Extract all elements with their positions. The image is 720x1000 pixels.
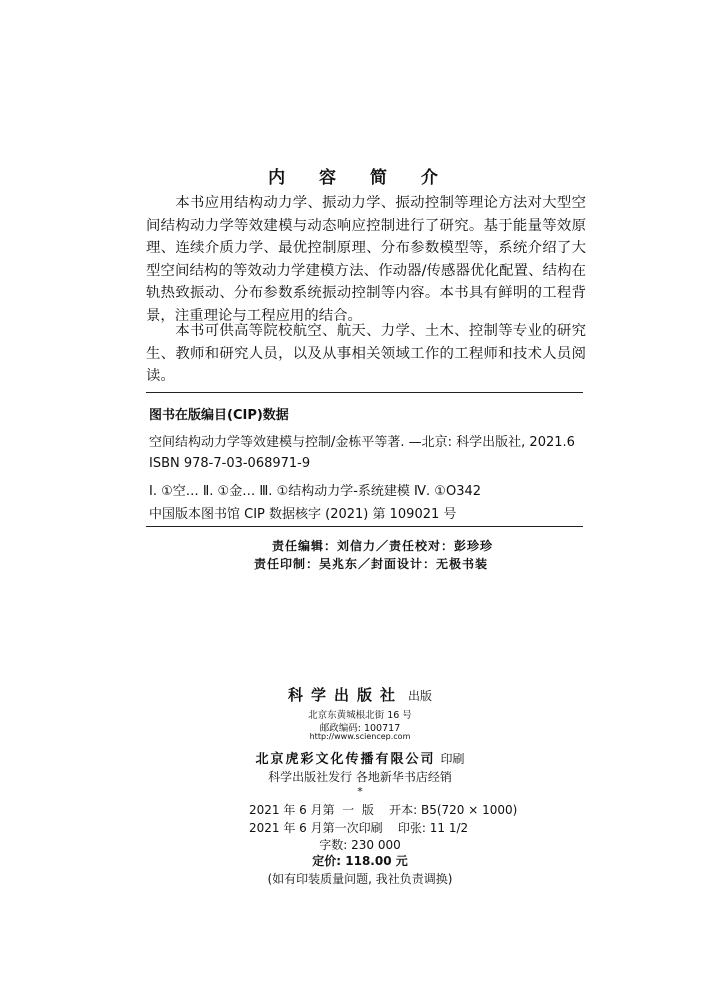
summary-title: 内 容 简 介: [268, 168, 452, 188]
cip-top-rule: [146, 392, 583, 393]
notice-line: (如有印装质量问题, 我社负责调换): [267, 872, 453, 886]
summary-paragraph-1-text: 本书应用结构动力学、振动力学、振动控制等理论方法对大型空间结构动力学等效建模与动态响应控制进行了研究。基于能量等效原理、连续介质力学、最优控制原理、分布参数模型等，系统介绍了大型空间结构的等效动力学建模方法、作动器/传感器优化配置、结构在轨热致振动、分布参数系统振动控制等内容。本书具有鲜明的工程背景，注重理论与工程应用的结合。: [146, 195, 586, 324]
cip-heading: 图书在版编目(CIP)数据: [149, 408, 289, 423]
separator-star: *: [357, 785, 363, 798]
cip-bottom-rule: [146, 526, 583, 527]
printing-line: 2021 年 6 月第一次印刷 印张: 11 1/2: [249, 821, 469, 835]
word-count-line: 字数: 230 000: [319, 838, 401, 852]
price-line: 定价: 118.00 元: [312, 854, 408, 868]
print-word: 印刷: [440, 752, 465, 766]
summary-paragraph-1: [146, 192, 586, 327]
edition-line: 2021 年 6 月第 一 版 开本: B5(720 × 1000): [249, 803, 518, 817]
printer-logo: 北京虎彩文化传播有限公司: [255, 752, 436, 767]
summary-paragraph-2-text: 本书可供高等院校航空、航天、力学、土木、控制等专业的研究生、教师和研究人员，以及从事相关领域工作的工程师和技术人员阅读。: [146, 323, 586, 384]
distribution-line: 科学出版社发行 各地新华书店经销: [268, 770, 452, 784]
publisher-url: http://www.sciencep.com: [309, 732, 411, 741]
publisher-address: 北京东黄城根北街 16 号: [308, 710, 412, 721]
summary-paragraph-2: [146, 320, 586, 388]
publish-word: 出版: [408, 689, 433, 703]
cip-line-3: Ⅰ. ①空… Ⅱ. ①金… Ⅲ. ①结构动力学-系统建模 Ⅳ. ①O342: [149, 484, 482, 499]
publisher-logo: 科学出版社: [287, 686, 403, 704]
cip-line-1: 空间结构动力学等效建模与控制/金栋平等著. —北京: 科学出版社, 2021.6: [149, 435, 575, 450]
printer-line: [0, 748, 720, 767]
credits-line-2: 责任印制：吴兆东／封面设计：无极书装: [254, 557, 489, 571]
cip-line-4: 中国版本图书馆 CIP 数据核字 (2021) 第 109021 号: [149, 507, 457, 522]
cip-line-2: ISBN 978-7-03-068971-9: [149, 456, 311, 471]
publisher-line: [0, 684, 720, 705]
publisher-postcode: 邮政编码: 100717: [319, 723, 401, 734]
credits-line-1: 责任编辑：刘信力／责任校对：彭珍珍: [272, 539, 494, 553]
